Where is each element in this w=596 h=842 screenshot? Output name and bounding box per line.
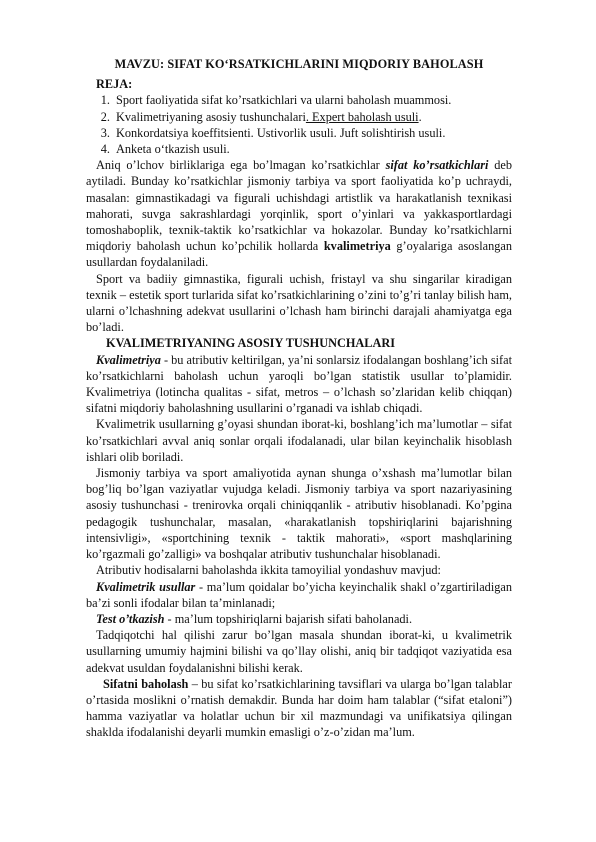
paragraph-text: deb aytiladi. Bunday ko’rsatkichlar jismoniy tarbiya va sport faoliyatida ko’p uchraydi, masalan: gimnastikadagi va figurali uchishdagi artistlik va harakatlanish texnikasi mahorati, suvga sakrashlardagi yorqinlik, sport o’yinlari va yakkasportlardagi tomoshaboplik, texnik-taktik ko’rsatkichlar va hokazolar. Bunday ko’rsatkichlarni miqdoriy baholash uchun ko’pchilik hollarda	[86, 158, 512, 254]
plan-item-text: Anketa o‘tkazish usuli.	[116, 142, 230, 157]
document-title: MAVZU: SIFAT KO‘RSATKICHLARINI MIQDORIY BAHOLASH	[114, 57, 484, 71]
paragraph-text: – bu sifat ko’rsatkichlarining tavsiflari va ularga bo’lgan talablar o’rtasida moslikni o’rnatish demakdir. Bunda har doim ham talablar (“sifat etaloni”) hamma vaziyatlar va holatlar uchun bir xil mazmundagi va unifikatsiya qilingan shaklda ifodalanishi deyarli mumkin emasligi o’z-o’zidan ma’lum.	[86, 676, 512, 740]
plan-item	[113, 109, 512, 125]
plan-item	[113, 125, 512, 141]
term-emphasis: Sifatni baholash	[103, 676, 189, 691]
plan-item-link-text: . Expert baholash usuli	[305, 109, 419, 124]
paragraph-text: - ma’lum topshiriqlarni bajarish sifati baholanadi.	[164, 611, 413, 626]
paragraph: Sport va badiiy gimnastika, figurali uchish, fristayl va shu singarilar kiradigan texnik – estetik sport turlarida sifat ko’rsatkichlarining o’zini to’g’ri tanlay bilish ham, ularni o’lchashning adekvat usullarini o’lchash ham birinchi darajali ahamiyatga ega bo’ladi.	[86, 271, 512, 335]
plan-item	[113, 92, 512, 108]
term-emphasis: sifat ko’rsatkichlari	[385, 158, 489, 173]
document-page	[86, 56, 512, 741]
term-emphasis: Test o’tkazish	[96, 611, 165, 626]
plan-item-period: .	[418, 109, 422, 124]
paragraph	[86, 611, 512, 627]
paragraph	[86, 352, 512, 417]
paragraph-text: - bu atributiv keltirilgan, ya’ni sonlarsiz ifodalangan boshlang’ich sifat ko’rsatkichlarni baholash uchun yaroqli bo’lgan statistik usullar to’plamidir. Kvalimetriya (lotincha qualitas - sifat, metros – o’lchash so’zlaridan kelib chiqqan) sifatni miqdoriy baholashning usullarini o’rganadi va ishlab chiqadi.	[86, 352, 512, 416]
paragraph: Tadqiqotchi hal qilishi zarur bo’lgan masala shundan iborat-ki, u kvalimetrik usullarning umumiy hajmini bilishi va qo’llay olishi, aniq bir tadqiqot vaziyatida esa adekvat usuldan foydalanishni bilishi kerak.	[86, 628, 512, 675]
term-emphasis: Kvalimetriya	[96, 352, 161, 367]
paragraph: Atributiv hodisalarni baholashda ikkita tamoyilial yondashuv mavjud:	[96, 563, 441, 578]
paragraph: Kvalimetrik usullarning g’oyasi shundan iborat-ki, boshlang’ich ma’lumotlar – sifat ko’rsatkichlari avval aniq sonlar orqali ifodalanadi, ular bilan keyinchalik hisoblash ishlari olib boriladi.	[86, 417, 512, 464]
section-heading: KVALIMETRIYANING ASOSIY TUSHUNCHALARI	[106, 336, 396, 351]
paragraph-text: Aniq o’lchov birliklariga ega bo’lmagan ko’rsatkichlar	[96, 158, 386, 173]
plan-item-text: Kvalimetriyaning asosiy tushunchalari	[116, 109, 306, 124]
plan-heading: REJA:	[96, 77, 133, 92]
plan-item-text: Sport faoliyatida sifat ko’rsatkichlari va ularni baholash muammosi.	[116, 93, 452, 108]
paragraph-text: - ma’lum qoidalar bo’yicha keyinchalik shakl o’zgartiriladigan ba’zi sonli ifodalar bilan ta’minlanadi;	[86, 579, 512, 610]
term-emphasis: Kvalimetrik usullar	[96, 579, 196, 594]
term-emphasis: kvalimetriya	[323, 239, 391, 254]
plan-item	[113, 141, 512, 157]
paragraph	[86, 579, 512, 611]
paragraph-text: g’oyalariga asoslangan usullardan foydalaniladi.	[86, 239, 512, 270]
paragraph	[86, 157, 512, 270]
paragraph	[86, 676, 512, 741]
paragraph: Jismoniy tarbiya va sport amaliyotida aynan shunga o’xshash ma’lumotlar bilan bog’liq bo’lgan vaziyatlar vujudga keladi. Jismoniy tarbiya va sport nazariyasining asosiy tushunchasi - trenirovka orqali chiniqqanlik - atributiv hisoblanadi. Ko’pgina pedagogik tushunchalar, masalan, «harakatlanish topshiriqlarini bajarishning intensivligi», «sportchining texnik - taktik mahorati», «sport mashqlarining ko’rgazmali go’zalligi» va boshqalar atributiv tushunchalar hisoblanadi.	[86, 466, 512, 562]
plan-list	[86, 92, 512, 157]
plan-item-text: Konkordatsiya koeffitsienti. Ustivorlik usuli. Juft solishtirish usuli.	[116, 125, 446, 140]
